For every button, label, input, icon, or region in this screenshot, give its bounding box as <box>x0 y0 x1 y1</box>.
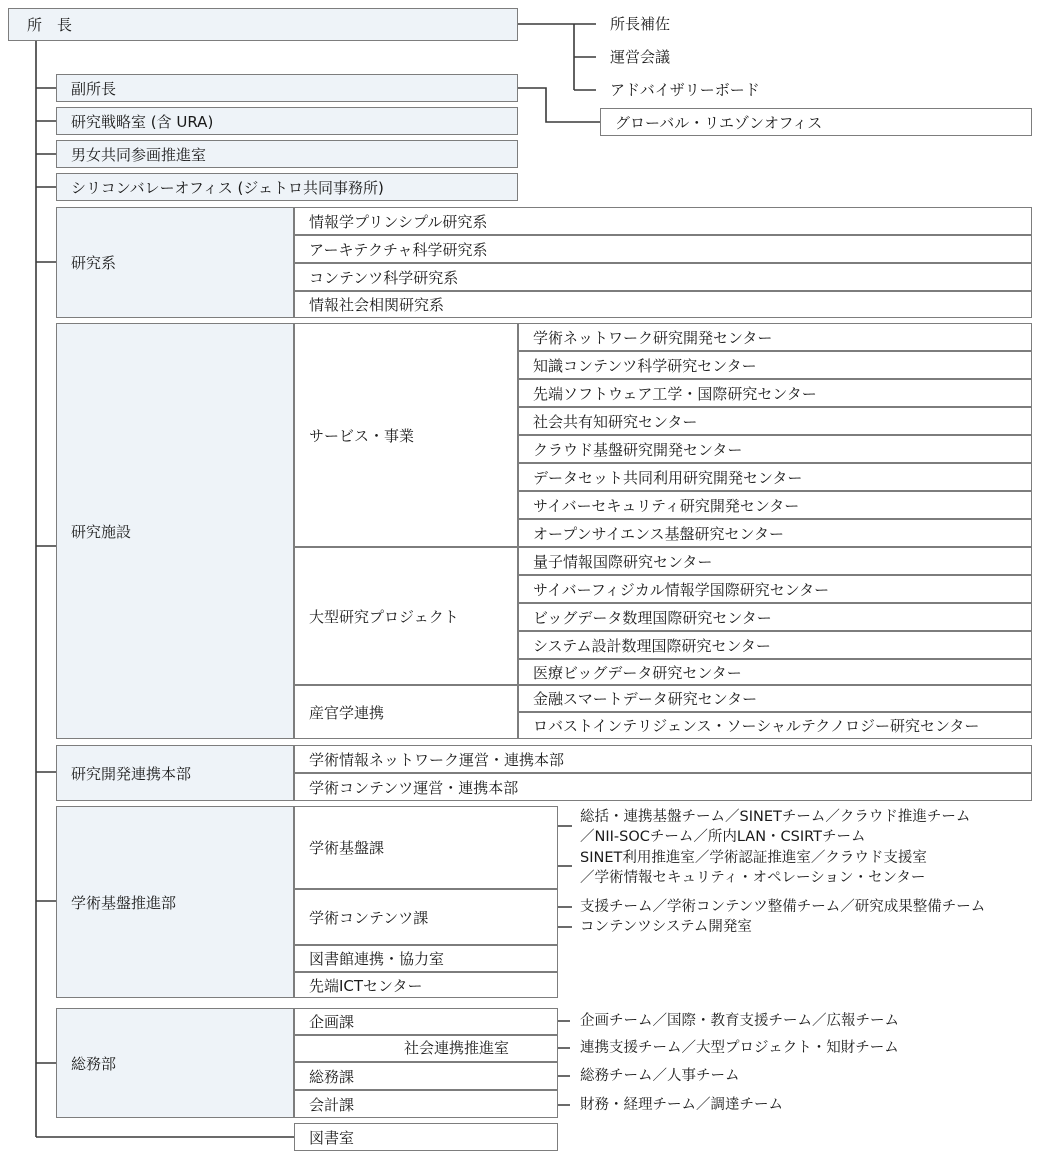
center-item: 先端ソフトウェア工学・国際研究センター <box>518 379 1032 407</box>
strategy-office-box <box>56 107 518 135</box>
research-item: アーキテクチャ科学研究系 <box>294 235 1032 263</box>
social-office-label: 社会連携推進室 <box>404 1039 510 1057</box>
infra-contents-box <box>294 889 558 945</box>
team-text: 総務チーム／人事チーム <box>580 1068 740 1084</box>
global-liaison-box <box>600 108 1032 136</box>
staff-item-council: 運営会議 <box>610 48 671 66</box>
infra-box <box>56 806 294 998</box>
global-liaison-label: グローバル・リエゾンオフィス <box>615 113 823 132</box>
team-text: 支援チーム／学術コンテンツ整備チーム／研究成果整備チーム <box>580 899 986 915</box>
infra-contents-label: 学術コンテンツ課 <box>309 908 429 927</box>
center-item: クラウド基盤研究開発センター <box>518 435 1032 463</box>
services-box <box>294 323 518 547</box>
research-item: 情報学プリンシプル研究系 <box>294 207 1032 235</box>
center-item: ビッグデータ数理国際研究センター <box>518 603 1032 631</box>
gender-office-label: 男女共同参画推進室 <box>71 145 207 164</box>
general-affairs-box <box>56 1008 294 1118</box>
ict-center-box <box>294 972 558 998</box>
team-text: ／NII-SOCチーム／所内LAN・CSIRTチーム <box>580 829 866 845</box>
center-item: 社会共有知研究センター <box>518 407 1032 435</box>
infra-label: 学術基盤推進部 <box>71 893 177 912</box>
center-item: サイバーセキュリティ研究開発センター <box>518 491 1032 519</box>
deputy-label: 副所長 <box>71 79 117 98</box>
research-item: 情報社会相関研究系 <box>294 291 1032 318</box>
library-label: 図書室 <box>309 1128 355 1147</box>
affairs-box <box>294 1062 558 1090</box>
ict-center-label: 先端ICTセンター <box>309 976 423 995</box>
center-item: オープンサイエンス基盤研究センター <box>518 519 1032 547</box>
services-label: サービス・事業 <box>309 426 415 445</box>
center-item: 金融スマートデータ研究センター <box>518 685 1032 712</box>
rd-item: 学術情報ネットワーク運営・連携本部 <box>294 745 1032 773</box>
rd-box <box>56 745 294 801</box>
planning-label: 企画課 <box>309 1013 355 1031</box>
research-item: コンテンツ科学研究系 <box>294 263 1032 291</box>
large-projects-label: 大型研究プロジェクト <box>309 607 459 626</box>
center-item: 量子情報国際研究センター <box>518 547 1032 575</box>
team-text: コンテンツシステム開発室 <box>580 919 752 935</box>
director-label: 所 長 <box>27 16 73 34</box>
center-item: 知識コンテンツ科学研究センター <box>518 351 1032 379</box>
facilities-label: 研究施設 <box>71 522 132 541</box>
planning-box <box>294 1008 558 1035</box>
silicon-valley-label: シリコンバレーオフィス (ジェトロ共同事務所) <box>71 178 384 197</box>
accounting-box <box>294 1090 558 1118</box>
research-dept-box <box>56 207 294 318</box>
facilities-box <box>56 323 294 739</box>
library-coop-label: 図書館連携・協力室 <box>309 950 445 968</box>
gender-office-box <box>56 140 518 168</box>
center-item: データセット共同利用研究開発センター <box>518 463 1032 491</box>
center-item: 学術ネットワーク研究開発センター <box>518 323 1032 351</box>
deputy-box <box>56 74 518 102</box>
infra-base-box <box>294 806 558 889</box>
rd-item: 学術コンテンツ運営・連携本部 <box>294 773 1032 801</box>
library-coop-box <box>294 945 558 972</box>
industry-box <box>294 685 518 739</box>
staff-item-advisory: アドバイザリーボード <box>610 81 760 99</box>
affairs-label: 総務課 <box>309 1067 355 1086</box>
team-text: SINET利用推進室／学術認証推進室／クラウド支援室 <box>580 850 927 866</box>
center-item: サイバーフィジカル情報学国際研究センター <box>518 575 1032 603</box>
staff-item-assistant: 所長補佐 <box>610 15 671 33</box>
team-text: 企画チーム／国際・教育支援チーム／広報チーム <box>580 1013 899 1029</box>
center-item: 医療ビッグデータ研究センター <box>518 659 1032 685</box>
team-text: 連携支援チーム／大型プロジェクト・知財チーム <box>580 1040 899 1056</box>
accounting-label: 会計課 <box>309 1095 355 1114</box>
rd-label: 研究開発連携本部 <box>71 764 192 783</box>
silicon-valley-box <box>56 173 518 201</box>
research-dept-label: 研究系 <box>71 254 117 272</box>
team-text: 総括・連携基盤チーム／SINETチーム／クラウド推進チーム <box>580 809 971 825</box>
team-text: 財務・経理チーム／調達チーム <box>580 1097 783 1113</box>
infra-base-label: 学術基盤課 <box>309 839 385 857</box>
center-item: システム設計数理国際研究センター <box>518 631 1032 659</box>
director-box <box>8 8 518 41</box>
large-projects-box <box>294 547 518 685</box>
general-affairs-label: 総務部 <box>71 1054 117 1073</box>
strategy-office-label: 研究戦略室 (含 URA) <box>71 112 214 131</box>
library-box <box>294 1123 558 1151</box>
center-item: ロバストインテリジェンス・ソーシャルテクノロジー研究センター <box>518 712 1032 739</box>
industry-label: 産官学連携 <box>309 703 385 722</box>
team-text: ／学術情報セキュリティ・オペレーション・センター <box>580 870 926 886</box>
